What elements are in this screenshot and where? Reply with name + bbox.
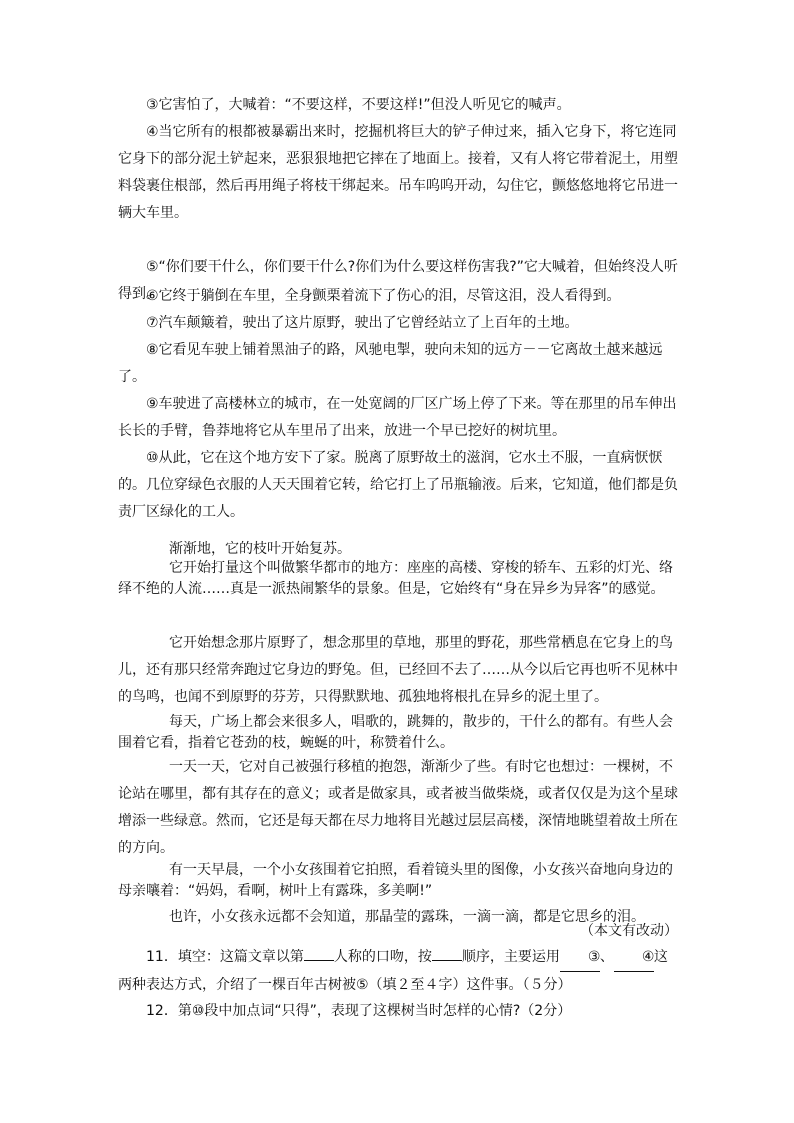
paragraph-8: ⑧它看见车驶上铺着黑油子的路，风驰电掣，驶向未知的远方－－它离故土越来越远了。: [118, 342, 663, 385]
paragraph-11: 渐渐地，它的枝叶开始复苏。: [169, 541, 351, 557]
paragraph-5: ⑤“你们要干什么，你们要干什么?你们为什么要这样伤害我?”它大喊着，但始终没人听得到。: [118, 259, 678, 302]
question-11-part-c: 顺序，主要运用: [461, 949, 560, 965]
question-11-part-b: 人称的口吻，按: [333, 949, 432, 965]
answer-blank-order[interactable]: [432, 960, 462, 961]
answer-blank-expression-1[interactable]: ③: [560, 944, 600, 972]
paragraph-3: ③它害怕了，大喊着：“不要这样，不要这样!”但没人听见它的喊声。: [146, 97, 571, 113]
question-11-part-a: 11．填空：这篇文章以第: [146, 949, 304, 965]
paragraph-15: 一天一天，它对自己被强行移植的抱怨，渐渐少了些。有时它也想过：一棵树，不论站在哪里，都有其存在的意义；或者是做家具，或者被当做柴烧，或者仅仅是为这个星球增添一些绿意。然而，它还是每天都在尽力地将目光越过层层高楼，深情地眺望着故土所在的方向。: [118, 759, 678, 856]
paragraph-17: 也许，小女孩永远都不会知道，那晶莹的露珠，一滴一滴，都是它思乡的泪。: [169, 909, 645, 925]
question-12: 12．第⑩段中加点词“只得”，表现了这棵树当时怎样的心情?（2分）: [146, 1003, 572, 1019]
question-11: [118, 944, 678, 999]
question-11-separator: 、: [599, 949, 614, 965]
source-note: （本文有改动）: [580, 923, 678, 939]
paragraph-6: ⑥它终于躺倒在车里，全身颤栗着流下了伤心的泪，尽管这泪，没人看得到。: [146, 288, 621, 304]
paragraph-9: ⑨车驶进了高楼林立的城市，在一处宽阔的厂区广场上停了下来。等在那里的吊车伸出长长的手臂，鲁莽地将它从车里吊了出来，放进一个早已挖好的树坑里。: [118, 396, 677, 439]
paragraph-10: ⑩从此，它在这个地方安下了家。脱离了原野故土的滋润，它水土不服，一直病恹恹的。几位穿绿色衣服的人天天围着它转，给它打上了吊瓶输液。后来，它知道，他们都是负责厂区绿化的工人。: [118, 450, 678, 520]
answer-blank-expression-2[interactable]: ④: [614, 944, 654, 972]
question-11-part-d: 这两种表达方式，介绍了一棵百年古树被⑤（填２至４字）这件事。（５分）: [118, 949, 668, 993]
paragraph-4: ④当它所有的根都被暴霸出来时，挖掘机将巨大的铲子伸过来，插入它身下，将它连同它身下的部分泥土铲起来，恶狠狠地把它摔在了地面上。接着，又有人将它带着泥土，用塑料袋裹住根部，然后再用绳子将枝干绑起来。吊车呜呜开动，勾住它，颤悠悠地将它吊进一辆大车里。: [118, 124, 678, 221]
answer-blank-person[interactable]: [304, 960, 334, 961]
paragraph-14: 每天，广场上都会来很多人，唱歌的，跳舞的，散步的，干什么的都有。有些人会围着它看，指着它苍劲的枝，蜿蜒的叶，称赞着什么。: [118, 714, 673, 751]
paragraph-7: ⑦汽车颠簸着，驶出了这片原野，驶出了它曾经站立了上百年的土地。: [146, 315, 579, 331]
paragraph-13: 它开始想念那片原野了，想念那里的草地，那里的野花，那些常栖息在它身上的鸟儿，还有那只经常奔跑过它身边的野兔。但，已经回不去了……从今以后它再也听不见林中的鸟鸣，也闻不到原野的芬芳，只得默默地、孤独地将根扎在异乡的泥土里了。: [118, 635, 678, 705]
paragraph-12: 它开始打量这个叫做繁华都市的地方：座座的高楼、穿梭的轿车、五彩的灯光、络绎不绝的人流……真是一派热闹繁华的景象。但是，它始终有“身在异乡为异客”的感觉。: [118, 560, 673, 597]
paragraph-16: 有一天早晨，一个小女孩围着它拍照，看着镜头里的图像，小女孩兴奋地向身边的母亲嚷着：“妈妈，看啊，树叶上有露珠，多美啊!”: [118, 862, 673, 899]
